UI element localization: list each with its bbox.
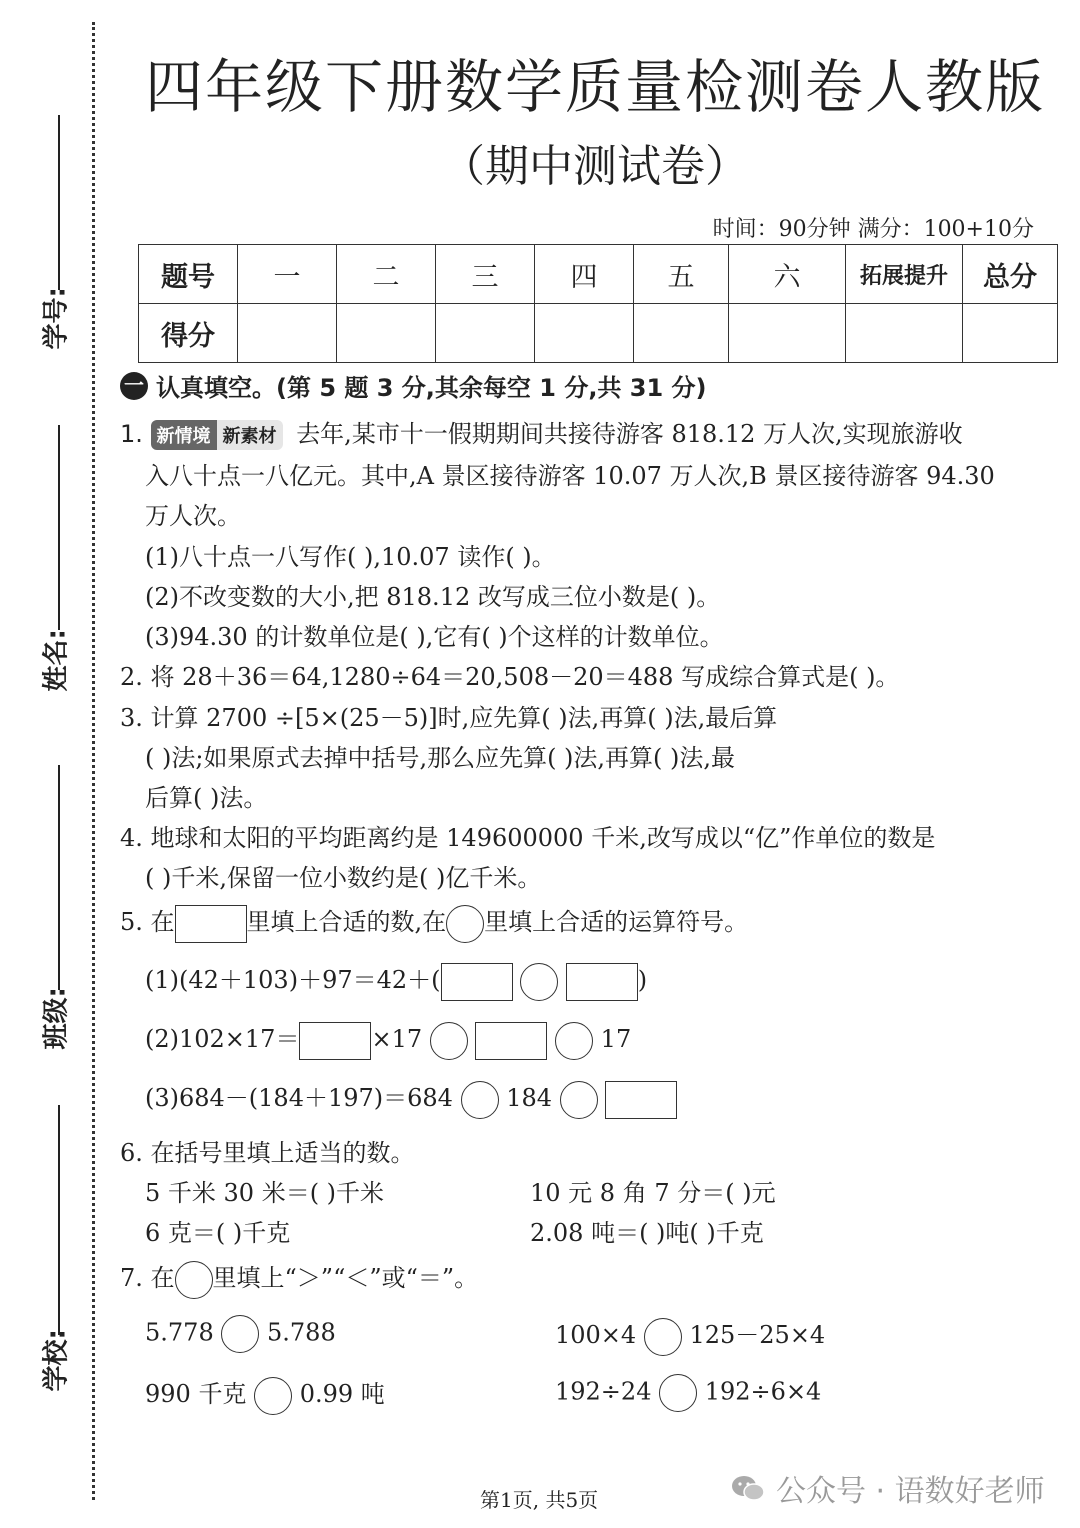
question-4-line-2: ( )千米,保留一位小数约是( )亿千米。	[145, 864, 542, 892]
page-number: 第1页, 共5页	[480, 1488, 599, 1512]
score-table-cell: 四	[535, 245, 634, 304]
question-1-sub-1: (1)八十点一八写作( ),10.07 读作( )。	[145, 543, 556, 571]
student-id-label: 学号:	[41, 287, 72, 350]
score-cell[interactable]	[963, 304, 1058, 363]
compare-right: 0.99 吨	[299, 1380, 385, 1408]
class-line	[58, 765, 60, 990]
question-6-d: 2.08 吨＝( )吨( )千克	[530, 1219, 764, 1247]
name-line	[58, 425, 60, 630]
question-5-sub-3-mid: 184	[506, 1084, 553, 1112]
answer-box[interactable]	[299, 1022, 371, 1060]
score-row-label: 得分	[139, 304, 238, 363]
score-table-score-row	[139, 304, 1058, 363]
answer-circle[interactable]	[555, 1022, 593, 1060]
question-5	[120, 902, 748, 943]
question-1-line-2: 入八十点一八亿元。其中,A 景区接待游客 10.07 万人次,B 景区接待游客 94.30	[145, 462, 995, 490]
question-5-text-b: 里填上合适的数,在	[246, 908, 447, 936]
question-7-text-b: 里填上“＞”“＜”或“＝”。	[212, 1264, 479, 1292]
question-6-c: 6 克＝( )千克	[145, 1219, 291, 1247]
score-table-cell: 一	[238, 245, 337, 304]
school-line	[58, 1105, 60, 1335]
question-5-sub-2-text: (2)102×17＝	[145, 1025, 300, 1053]
question-5-sub-1-close: )	[637, 966, 648, 994]
section-1-heading	[120, 368, 707, 403]
compare-right: 125－25×4	[689, 1321, 826, 1349]
watermark	[730, 1466, 1045, 1510]
score-table-cell: 五	[634, 245, 729, 304]
score-cell[interactable]	[634, 304, 729, 363]
answer-circle[interactable]	[461, 1081, 499, 1119]
page-title: 四年级下册数学质量检测卷人教版	[144, 53, 1045, 121]
question-3-line-1: 3. 计算 2700 ÷[5×(25－5)]时,应先算( )法,再算( )法,最后算	[120, 704, 778, 732]
section-1-title: 认真填空。(第 5 题 3 分,其余每空 1 分,共 31 分)	[156, 374, 707, 402]
question-7-item-4	[555, 1374, 821, 1412]
score-table-cell: 拓展提升	[846, 245, 963, 304]
answer-circle[interactable]	[659, 1374, 697, 1412]
score-table-cell: 三	[436, 245, 535, 304]
question-5-sub-1	[145, 960, 647, 1001]
question-7-item-3	[145, 1374, 385, 1415]
page-subtitle: （期中测试卷）	[441, 141, 749, 192]
question-7-text-a: 7. 在	[120, 1264, 175, 1292]
score-table-cell: 六	[729, 245, 846, 304]
score-cell[interactable]	[846, 304, 963, 363]
compare-left: 5.778	[145, 1318, 214, 1347]
score-table-cell: 二	[337, 245, 436, 304]
question-5-sub-2-end: 17	[600, 1025, 632, 1053]
question-3-line-3: 后算( )法。	[145, 784, 268, 812]
section-number-badge: 一	[120, 372, 148, 400]
compare-right: 192÷6×4	[704, 1377, 822, 1406]
question-5-text-c: 里填上合适的运算符号。	[484, 908, 749, 936]
name-label: 姓名:	[41, 629, 72, 692]
question-4-line-1: 4. 地球和太阳的平均距离约是 149600000 千米,改写成以“亿”作单位的数是	[120, 824, 936, 852]
score-cell[interactable]	[337, 304, 436, 363]
answer-box[interactable]	[475, 1022, 547, 1060]
score-cell[interactable]	[535, 304, 634, 363]
question-5-sub-3-text: (3)684－(184＋197)＝684	[145, 1084, 453, 1112]
question-5-sub-1-text: (1)(42＋103)＋97＝42＋(	[145, 966, 441, 994]
score-table	[138, 244, 1058, 363]
question-5-sub-3	[145, 1078, 677, 1119]
score-table-header-row	[139, 245, 1058, 304]
question-5-sub-2-mid: ×17	[371, 1025, 423, 1053]
question-1-text: 去年,某市十一假期期间共接待游客 818.12 万人次,实现旅游收	[296, 420, 963, 448]
new-material-tag: 新素材	[217, 420, 283, 450]
compare-left: 100×4	[555, 1321, 637, 1349]
score-cell[interactable]	[238, 304, 337, 363]
answer-circle[interactable]	[254, 1377, 292, 1415]
question-6-b: 10 元 8 角 7 分＝( )元	[530, 1179, 776, 1207]
answer-box[interactable]	[566, 963, 638, 1001]
answer-circle[interactable]	[430, 1022, 468, 1060]
question-7-item-2	[555, 1315, 825, 1356]
question-7-item-1	[145, 1315, 336, 1353]
compare-left: 192÷24	[555, 1377, 652, 1406]
answer-box[interactable]	[175, 905, 247, 943]
school-label: 学校:	[41, 1329, 72, 1392]
time-info: 时间：90分钟 满分：100+10分	[712, 217, 1034, 242]
question-1-sub-2: (2)不改变数的大小,把 818.12 改写成三位小数是( )。	[145, 583, 721, 611]
wechat-icon	[730, 1473, 766, 1503]
compare-left: 990 千克	[145, 1380, 247, 1408]
watermark-text: 公众号 · 语数好老师	[776, 1474, 1045, 1509]
question-2: 2. 将 28＋36＝64,1280÷64＝20,508－20＝488 写成综合算式是( )。	[120, 663, 900, 691]
new-context-tag: 新情境	[151, 420, 217, 450]
score-table-cell: 题号	[139, 245, 238, 304]
score-table-cell: 总分	[963, 245, 1058, 304]
score-cell[interactable]	[436, 304, 535, 363]
binding-dotted-line	[92, 22, 95, 1500]
answer-circle[interactable]	[644, 1318, 682, 1356]
question-1-line-1	[120, 414, 963, 450]
class-label: 班级:	[41, 987, 72, 1050]
compare-right: 5.788	[267, 1318, 336, 1347]
question-1-line-3: 万人次。	[145, 502, 241, 530]
question-6-a: 5 千米 30 米＝( )千米	[145, 1179, 385, 1207]
answer-circle[interactable]	[560, 1081, 598, 1119]
question-5-text-a: 5. 在	[120, 908, 175, 936]
answer-box[interactable]	[441, 963, 513, 1001]
question-5-sub-2	[145, 1019, 631, 1060]
answer-circle[interactable]	[175, 1261, 213, 1299]
question-7	[120, 1258, 478, 1299]
answer-box[interactable]	[605, 1081, 677, 1119]
score-cell[interactable]	[729, 304, 846, 363]
question-1-number: 1.	[120, 420, 143, 448]
student-id-line	[58, 115, 60, 290]
answer-circle[interactable]	[221, 1315, 259, 1353]
answer-circle[interactable]	[520, 963, 558, 1001]
question-3-line-2: ( )法;如果原式去掉中括号,那么应先算( )法,再算( )法,最	[145, 744, 736, 772]
answer-circle[interactable]	[446, 905, 484, 943]
question-1-sub-3: (3)94.30 的计数单位是( ),它有( )个这样的计数单位。	[145, 623, 724, 651]
question-6: 6. 在括号里填上适当的数。	[120, 1139, 415, 1167]
